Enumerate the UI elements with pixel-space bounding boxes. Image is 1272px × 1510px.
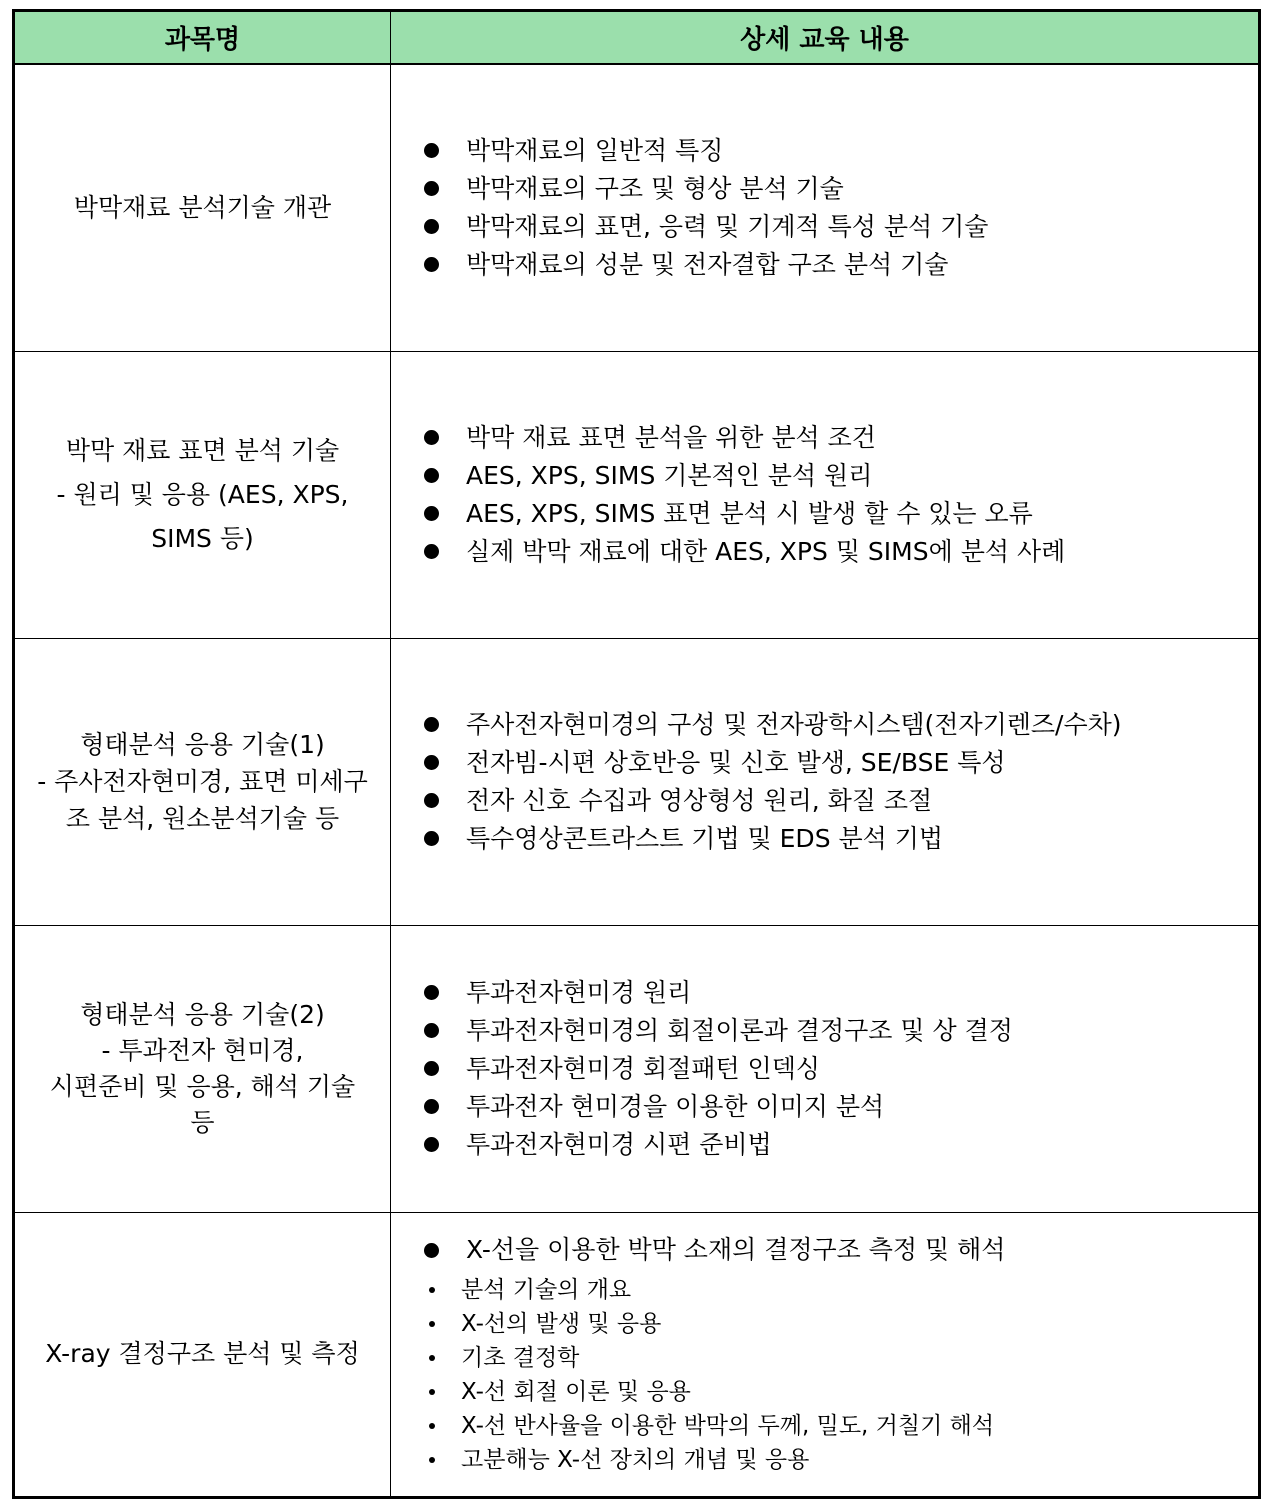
sub-list-item-text: 분석 기술의 개요: [461, 1277, 632, 1303]
sub-list-item: [429, 1375, 1258, 1409]
small-bullet-icon: [429, 1457, 435, 1463]
course-name-cell: [14, 638, 391, 925]
sub-list-item-text: X-선의 발생 및 응용: [461, 1311, 662, 1337]
header-course-name: 과목명: [14, 11, 391, 65]
bullet-icon: [424, 717, 439, 732]
bullet-icon: [424, 257, 439, 272]
course-name-line: SIMS 등): [151, 523, 254, 553]
list-item: [424, 170, 1258, 208]
course-name-line: 조 분석, 원소분석기술 등: [65, 804, 340, 833]
course-name-line: X-ray 결정구조 분석 및 측정: [45, 1339, 360, 1368]
small-bullet-icon: [429, 1355, 435, 1361]
course-name-cell: [14, 925, 391, 1212]
bullet-icon: [424, 181, 439, 196]
sub-detail-list: [391, 1273, 1258, 1477]
list-item: [424, 533, 1258, 571]
course-name-line: - 원리 및 응용 (AES, XPS,: [56, 479, 349, 509]
detail-list: [391, 1231, 1258, 1269]
list-item-text: 박막재료의 일반적 특징: [466, 135, 724, 165]
list-item: [424, 706, 1258, 744]
list-item: [424, 1012, 1258, 1050]
header-detail-content: 상세 교육 내용: [391, 11, 1260, 65]
table-row: [14, 64, 1260, 351]
small-bullet-icon: [429, 1389, 435, 1395]
course-detail-cell: [391, 351, 1260, 638]
course-name-line: 박막재료 분석기술 개관: [73, 192, 332, 222]
bullet-icon: [424, 430, 439, 445]
bullet-icon: [424, 468, 439, 483]
detail-list: [391, 419, 1258, 571]
bullet-icon: [424, 143, 439, 158]
detail-list: [391, 706, 1258, 858]
bullet-icon: [424, 985, 439, 1000]
bullet-icon: [424, 831, 439, 846]
course-name-cell: [14, 351, 391, 638]
list-item-text: X-선을 이용한 박막 소재의 결정구조 측정 및 해석: [466, 1235, 1006, 1264]
sub-list-item-text: X-선 회절 이론 및 응용: [461, 1379, 691, 1405]
bullet-icon: [424, 1137, 439, 1152]
sub-list-item: [429, 1443, 1258, 1477]
course-name-line: - 투과전자 현미경,: [101, 1035, 304, 1065]
sub-list-item: [429, 1273, 1258, 1307]
sub-list-item-text: X-선 반사율을 이용한 박막의 두께, 밀도, 거칠기 해석: [461, 1413, 995, 1439]
list-item-text: 투과전자현미경 시편 준비법: [466, 1129, 772, 1159]
course-name-line: 등: [190, 1107, 215, 1137]
sub-list-item-text: 고분해능 X-선 장치의 개념 및 응용: [461, 1447, 810, 1473]
small-bullet-icon: [429, 1423, 435, 1429]
small-bullet-icon: [429, 1321, 435, 1327]
list-item: [424, 820, 1258, 858]
list-item-text: 박막재료의 성분 및 전자결합 구조 분석 기술: [466, 249, 949, 279]
bullet-icon: [424, 506, 439, 521]
list-item-text: 실제 박막 재료에 대한 AES, XPS 및 SIMS에 분석 사례: [466, 536, 1066, 566]
bullet-icon: [424, 1243, 439, 1258]
course-name-cell: [14, 64, 391, 351]
list-item-text: 박막재료의 표면, 응력 및 기계적 특성 분석 기술: [466, 211, 989, 241]
list-item: [424, 1126, 1258, 1164]
list-item: [424, 744, 1258, 782]
list-item: [424, 246, 1258, 284]
detail-list: [391, 974, 1258, 1164]
list-item: [424, 457, 1258, 495]
course-detail-cell: [391, 638, 1260, 925]
list-item: [424, 1231, 1258, 1269]
sub-list-item: [429, 1409, 1258, 1443]
table-row: [14, 1212, 1260, 1497]
bullet-icon: [424, 1023, 439, 1038]
bullet-icon: [424, 1061, 439, 1076]
course-detail-cell: [391, 925, 1260, 1212]
header-row: [14, 11, 1260, 65]
table-row: [14, 638, 1260, 925]
course-name-line: - 주사전자현미경, 표면 미세구: [37, 767, 368, 796]
list-item-text: 박막재료의 구조 및 형상 분석 기술: [466, 173, 844, 203]
course-name-cell: [14, 1212, 391, 1497]
list-item: [424, 974, 1258, 1012]
list-item-text: 투과전자현미경 원리: [466, 977, 692, 1007]
list-item-text: 전자 신호 수집과 영상형성 원리, 화질 조절: [466, 785, 933, 815]
list-item-text: AES, XPS, SIMS 표면 분석 시 발생 할 수 있는 오류: [466, 498, 1033, 528]
course-table: [12, 9, 1261, 1499]
list-item-text: 투과전자현미경 회절패턴 인덱싱: [466, 1053, 820, 1083]
sub-list-item-text: 기초 결정학: [461, 1345, 580, 1371]
list-item-text: 박막 재료 표면 분석을 위한 분석 조건: [466, 422, 876, 452]
course-name-line: 박막 재료 표면 분석 기술: [65, 435, 340, 465]
course-name-line: 형태분석 응용 기술(2): [80, 999, 325, 1029]
course-name-line: 형태분석 응용 기술(1): [80, 730, 325, 759]
list-item: [424, 495, 1258, 533]
table-row: [14, 351, 1260, 638]
list-item: [424, 782, 1258, 820]
list-item-text: 특수영상콘트라스트 기법 및 EDS 분석 기법: [466, 823, 944, 853]
list-item-text: 전자빔-시편 상호반응 및 신호 발생, SE/BSE 특성: [466, 747, 1006, 777]
small-bullet-icon: [429, 1287, 435, 1293]
course-detail-cell: [391, 1212, 1260, 1497]
table-row: [14, 925, 1260, 1212]
list-item: [424, 1050, 1258, 1088]
list-item: [424, 419, 1258, 457]
detail-list: [391, 132, 1258, 284]
list-item: [424, 208, 1258, 246]
bullet-icon: [424, 544, 439, 559]
course-detail-cell: [391, 64, 1260, 351]
list-item-text: 투과전자 현미경을 이용한 이미지 분석: [466, 1091, 885, 1121]
list-item-text: 투과전자현미경의 회절이론과 결정구조 및 상 결정: [466, 1015, 1013, 1045]
sub-list-item: [429, 1341, 1258, 1375]
course-name-line: 시편준비 및 응용, 해석 기술: [49, 1071, 356, 1101]
list-item-text: 주사전자현미경의 구성 및 전자광학시스템(전자기렌즈/수차): [466, 709, 1122, 739]
list-item: [424, 1088, 1258, 1126]
sub-list-item: [429, 1307, 1258, 1341]
list-item: [424, 132, 1258, 170]
bullet-icon: [424, 755, 439, 770]
bullet-icon: [424, 793, 439, 808]
list-item-text: AES, XPS, SIMS 기본적인 분석 원리: [466, 460, 873, 490]
bullet-icon: [424, 219, 439, 234]
bullet-icon: [424, 1099, 439, 1114]
